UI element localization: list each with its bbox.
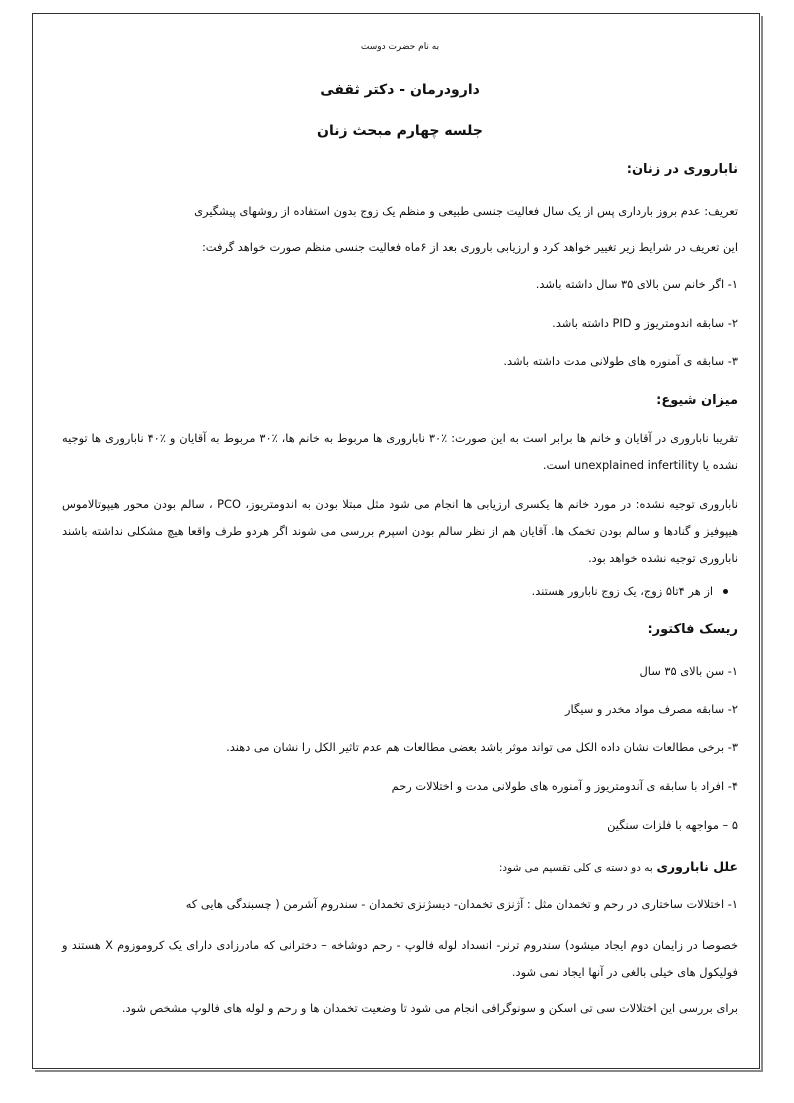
risk-factor-item: ۳- برخی مطالعات نشان داده الکل می تواند موثر باشد بعضی مطالعات هم عدم تاثیر الکل را نشان می دهند. <box>226 740 738 754</box>
causes-intro: به دو دسته ی کلی تقسیم می شود: <box>498 862 653 874</box>
causes-lead <box>62 853 738 882</box>
definition-change-text: این تعریف در شرایط زیر تغییر خواهد کرد و ارزیابی باروری بعد از ۶ماه فعالیت جنسی منظم صورت خواهد گرفت: <box>201 240 738 254</box>
prevalence-bullet <box>62 578 728 605</box>
bullet-dot <box>723 589 728 594</box>
prevalence-paragraph: تقریبا ناباروری در آقایان و خانم ها برابر است به این صورت: ٪۳۰ ناباروری ها مربوط به خانم ها، ٪۳۰ مربوط به آقایان و ٪۴۰ ناباروری ها توجیه نشده یا unexplained infertility است. <box>62 431 738 472</box>
definition-text: تعریف: عدم بروز بارداری پس از یک سال فعالیت جنسی طبیعی و منظم یک زوج بدون استفاده از روشهای پیشگیری <box>194 204 738 218</box>
heading-prevalence: میزان شیوع: <box>656 393 738 408</box>
bullet-text: از هر ۴تا۵ زوج، یک زوج نابارور هستند. <box>531 584 713 598</box>
session-title: جلسه چهارم مبحث زنان <box>317 123 483 139</box>
risk-factor-item: ۵ – مواجهه با فلزات سنگین <box>607 818 738 832</box>
heading-infertility: ناباروری در زنان: <box>626 162 738 177</box>
causes-heading: علل ناباروری <box>656 859 738 874</box>
cause-item-1: ۱- اختلالات ساختاری در رحم و تخمدان مثل : آژنزی تخمدان- دیسژنزی تخمدان - سندروم آشرمن ( چسبندگی هایی که <box>185 897 738 911</box>
cause-item-1-continuation: خصوصا در زایمان دوم ایجاد میشود) سندروم ترنر- انسداد لوله فالوپ - رحم دوشاخه – دخترانی که مادرزادی دارای یک کروموزوم X هستند و فولیکول های خیلی بالغی در آنها ایجاد نمی شود. <box>62 938 738 979</box>
condition-item: ۱- اگر خانم سن بالای ۳۵ سال داشته باشد. <box>535 277 738 291</box>
condition-item: ۲- سابقه اندومتریوز و PID داشته باشد. <box>552 316 738 330</box>
basmala: به نام حضرت دوست <box>360 42 440 52</box>
risk-factor-item: ۱- سن بالای ۳۵ سال <box>639 664 738 678</box>
risk-factor-item: ۴- افراد با سابقه ی آندومتریوز و آمنوره های طولانی مدت و اختلالات رحم <box>391 779 738 793</box>
document-title: دارودرمان - دکتر ثقفی <box>320 82 480 98</box>
risk-factor-item: ۲- سابقه مصرف مواد مخدر و سیگار <box>565 702 738 716</box>
closing-paragraph: برای بررسی این اختلالات سی تی اسکن و سونوگرافی انجام می شود تا وضعیت تخمدان ها و رحم و لوله های فالوپ مشخص شود. <box>121 1001 738 1015</box>
unexplained-paragraph: ناباروری توجیه نشده: در مورد خانم ها یکسری ارزیابی ها انجام می شود مثل مبتلا بودن به اندومتریوز، PCO ، سالم بودن محور هیپوتالاموس هیپوفیز و گنادها و سالم بودن تخمک ها. آقایان هم از نظر سالم بودن اسپرم بررسی می شوند اگر هردو طرف واقعا هیچ مشکلی نداشته باشند ناباروری توجیه نشده خواهد بود. <box>62 497 738 565</box>
condition-item: ۳- سابقه ی آمنوره های طولانی مدت داشته باشد. <box>503 354 738 368</box>
heading-risk-factors: ریسک فاکتور: <box>647 622 738 637</box>
